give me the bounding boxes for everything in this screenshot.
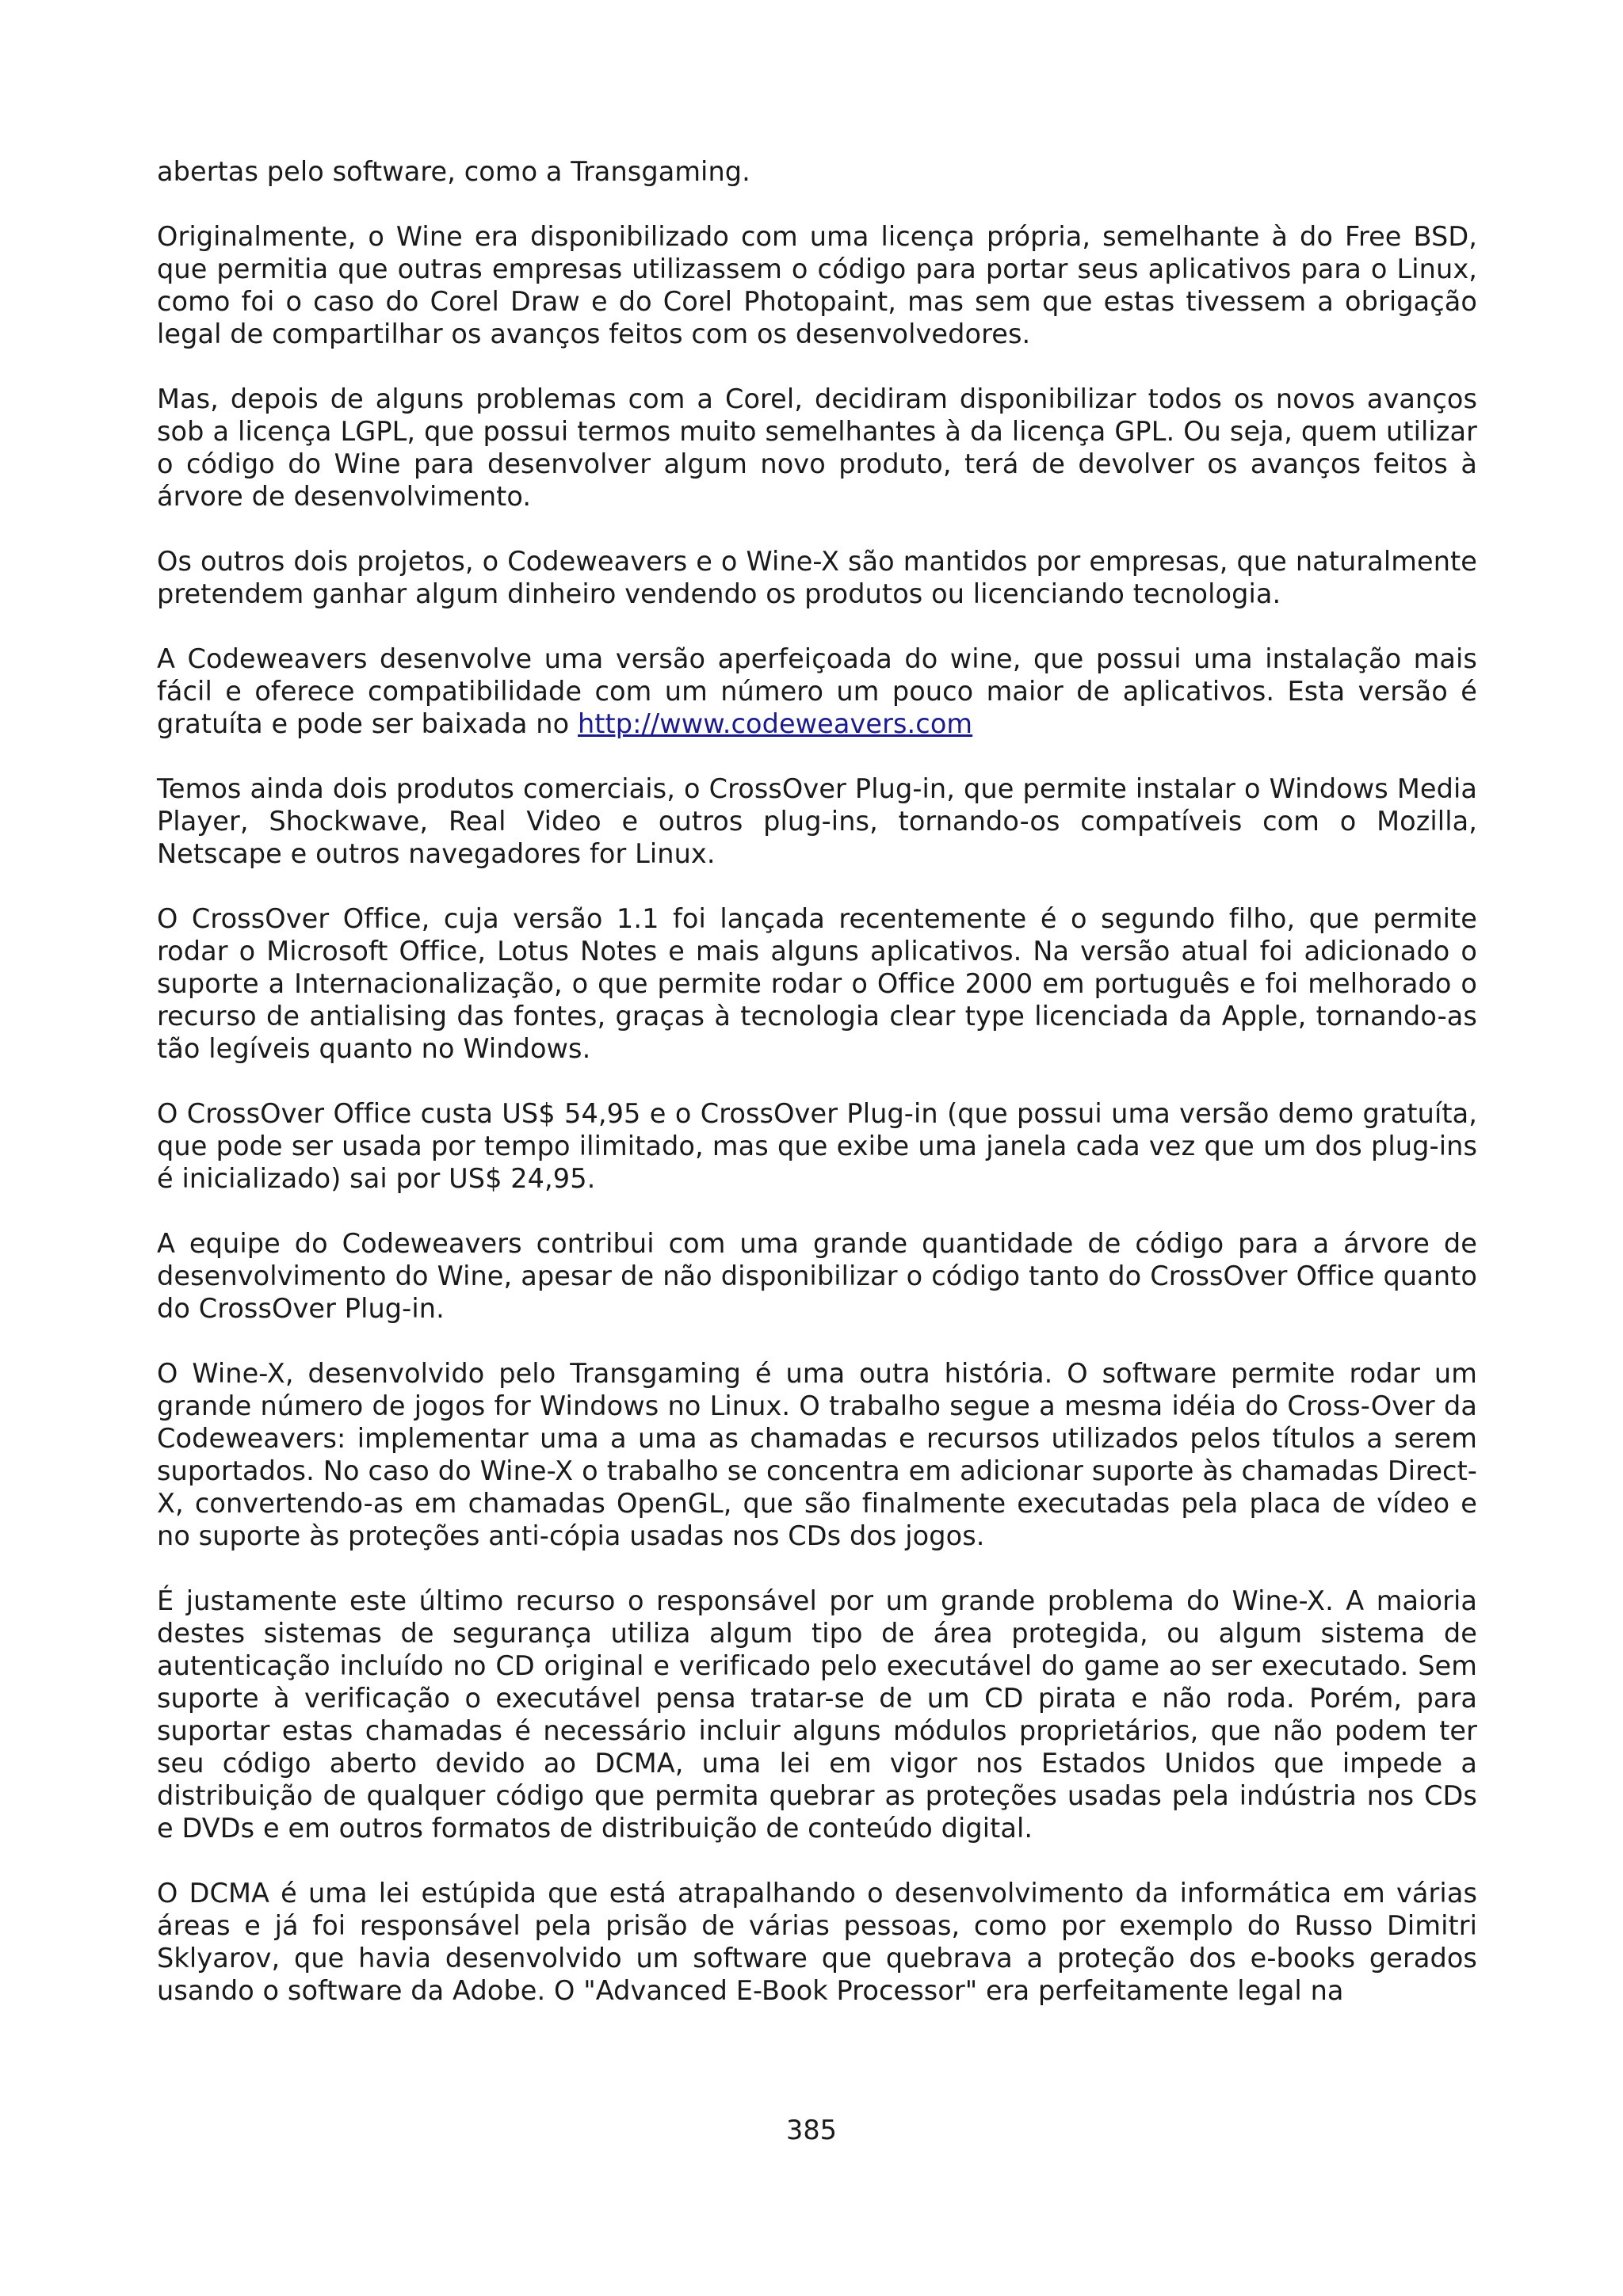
page-number: 385 xyxy=(786,2115,837,2145)
paragraph-9: A equipe do Codeweavers contribui com uma grande quantidade de código para a árvore de desenvolvimento do Wine, apesar de não disponibilizar o código tanto do CrossOver Office quanto do CrossOver Plug-in. xyxy=(157,1228,1477,1324)
paragraph-7: O CrossOver Office, cuja versão 1.1 foi lançada recentemente é o segundo filho, que permite rodar o Microsoft Office, Lotus Notes e mais alguns aplicativos. Na versão atual foi adicionado o suporte a Internacionalização, o que permite rodar o Office 2000 em português e foi melhorado o recurso de antialising das fontes, graças à tecnologia clear type licenciada da Apple, tornando-as tão legíveis quanto no Windows. xyxy=(157,903,1477,1064)
paragraph-11: É justamente este último recurso o responsável por um grande problema do Wine-X. A maioria destes sistemas de segurança utiliza algum tipo de área protegida, ou algum sistema de autenticação incluído no CD original e verificado pelo executável do game ao ser executado. Sem suporte à verificação o executável pensa tratar-se de um CD pirata e não roda. Porém, para suportar estas chamadas é necessário incluir alguns módulos proprietários, que não podem ter seu código aberto devido ao DCMA, uma lei em vigor nos Estados Unidos que impede a distribuição de qualquer código que permita quebrar as proteções usadas pela indústria nos CDs e DVDs e em outros formatos de distribuição de conteúdo digital. xyxy=(157,1585,1477,1844)
paragraph-codeweavers-text: A Codeweavers desenvolve uma versão aperfeiçoada do wine, que possui uma instalação mais fácil e oferece compatibilidade com um número um pouco maior de aplicativos. Esta versão é gratuíta e pode ser baixada no xyxy=(157,643,1477,739)
body-text xyxy=(157,155,1477,2007)
paragraph-12: O DCMA é uma lei estúpida que está atrapalhando o desenvolvimento da informática em várias áreas e já foi responsável pela prisão de várias pessoas, como por exemplo do Russo Dimitri Sklyarov, que havia desenvolvido um software que quebrava a proteção dos e-books gerados usando o software da Adobe. O "Advanced E-Book Processor" era perfeitamente legal na xyxy=(157,1878,1477,2006)
paragraph-1: abertas pelo software, como a Transgaming. xyxy=(157,156,750,187)
paragraph-codeweavers xyxy=(157,643,1477,740)
paragraph-4: Os outros dois projetos, o Codeweavers e o Wine-X são mantidos por empresas, que naturalmente pretendem ganhar algum dinheiro vendendo os produtos ou licenciando tecnologia. xyxy=(157,546,1477,609)
paragraph-2: Originalmente, o Wine era disponibilizado com uma licença própria, semelhante à do Free BSD, que permitia que outras empresas utilizassem o código para portar seus aplicativos para o Linux, como foi o caso do Corel Draw e do Corel Photopaint, mas sem que estas tivessem a obrigação legal de compartilhar os avanços feitos com os desenvolvedores. xyxy=(157,221,1477,349)
paragraph-10: O Wine-X, desenvolvido pelo Transgaming é uma outra história. O software permite rodar um grande número de jogos for Windows no Linux. O trabalho segue a mesma idéia do Cross-Over da Codeweavers: implementar uma a uma as chamadas e recursos utilizados pelos títulos a serem suportados. No caso do Wine-X o trabalho se concentra em adicionar suporte às chamadas Direct-X, convertendo-as em chamadas OpenGL, que são finalmente executadas pela placa de vídeo e no suporte às proteções anti-cópia usadas nos CDs dos jogos. xyxy=(157,1358,1477,1551)
paragraph-6: Temos ainda dois produtos comerciais, o CrossOver Plug-in, que permite instalar o Windows Media Player, Shockwave, Real Video e outros plug-ins, tornando-os compatíveis com o Mozilla, Netscape e outros navegadores for Linux. xyxy=(157,773,1477,869)
paragraph-8: O CrossOver Office custa US$ 54,95 e o CrossOver Plug-in (que possui uma versão demo gratuíta, que pode ser usada por tempo ilimitado, mas que exibe uma janela cada vez que um dos plug-ins é inicializado) sai por US$ 24,95. xyxy=(157,1098,1477,1194)
paragraph-3: Mas, depois de alguns problemas com a Corel, decidiram disponibilizar todos os novos avanços sob a licença LGPL, que possui termos muito semelhantes à da licença GPL. Ou seja, quem utilizar o código do Wine para desenvolver algum novo produto, terá de devolver os avanços feitos à árvore de desenvolvimento. xyxy=(157,383,1477,512)
codeweavers-link[interactable]: http://www.codeweavers.com xyxy=(577,708,973,739)
